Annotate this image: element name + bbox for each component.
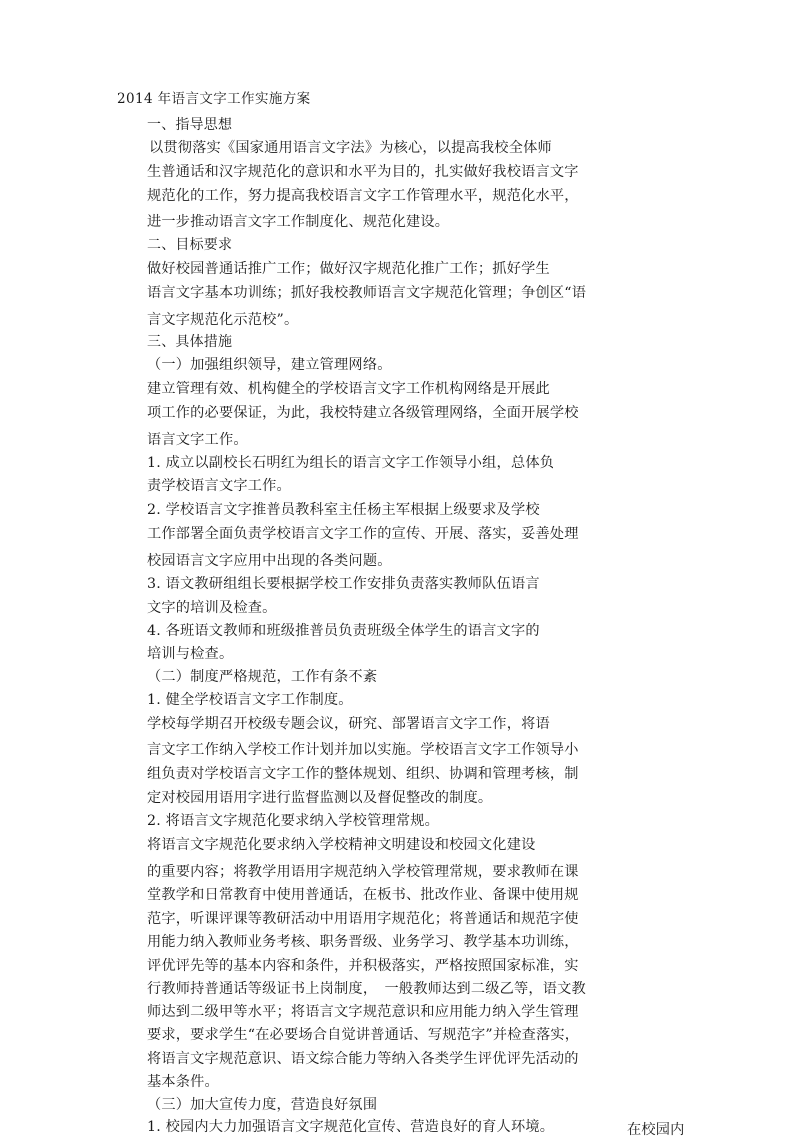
paragraph-line: 做好校园普通话推广工作；做好汉字规范化推广工作；抓好学生 — [147, 261, 550, 277]
paragraph-line: 培训与检查。 — [147, 646, 234, 662]
paragraph-line: 基本条件。 — [147, 1074, 219, 1090]
paragraph-line-fragment: 在校园内 — [627, 1122, 685, 1138]
paragraph-line: 3. 语文教研组组长要根据学校工作安排负责落实教师队伍语言 — [147, 576, 540, 592]
paragraph-line: 将语言文字规范意识、语文综合能力等纳入各类学生评优评先活动的 — [147, 1051, 579, 1067]
paragraph-line: 堂教学和日常教育中使用普通话，在板书、批改作业、备课中使用规 — [147, 887, 579, 903]
paragraph-line: 规范化的工作，努力提高我校语言文字工作管理水平，规范化水平， — [147, 188, 579, 204]
paragraph-line: 进一步推动语言文字工作制度化、规范化建设。 — [147, 214, 450, 230]
paragraph-line: 1. 健全学校语言文字工作制度。 — [147, 692, 353, 708]
section-heading: 二、目标要求 — [147, 237, 233, 253]
paragraph-line: 项工作的必要保证，为此，我校特建立各级管理网络，全面开展学校 — [147, 405, 579, 421]
subsection-heading: （一）加强组织领导，建立管理网络。 — [147, 357, 392, 373]
paragraph-line: 2. 将语言文字规范化要求纳入学校管理常规。 — [147, 813, 440, 829]
paragraph-line: 行教师持普通话等级证书上岗制度， 一般教师达到二级乙等，语文教 — [147, 981, 586, 997]
paragraph-line: 生普通话和汉字规范化的意识和水平为目的，扎实做好我校语言文字 — [147, 164, 579, 180]
paragraph-line: 师达到二级甲等水平；将语言文字规范意识和应用能力纳入学生管理 — [147, 1004, 579, 1020]
paragraph-line: 言文字工作纳入学校工作计划并加以实施。学校语言文字工作领导小 — [147, 742, 579, 758]
paragraph-line: 工作部署全面负责学校语言文字工作的宣传、开展、落实，妥善处理 — [147, 526, 579, 542]
paragraph-line: 语言文字工作。 — [147, 432, 248, 448]
subsection-heading: （二）制度严格规范，工作有条不紊 — [147, 669, 378, 685]
paragraph-line: 定对校园用语用字进行监督监测以及督促整改的制度。 — [147, 790, 493, 806]
paragraph-line: 以贯彻落实《国家通用语言文字法》为核心，以提高我校全体师 — [149, 140, 552, 156]
document-title: 2014 年语言文字工作实施方案 — [117, 91, 311, 107]
section-heading: 三、具体措施 — [147, 334, 233, 350]
paragraph-line: 学校每学期召开校级专题会议，研究、部署语言文字工作，将语 — [147, 716, 550, 732]
paragraph-line: 1. 校园内大力加强语言文字规范化宣传、营造良好的育人环境。 — [147, 1119, 555, 1135]
subsection-heading: （三）加大宣传力度，营造良好氛围 — [147, 1097, 378, 1113]
paragraph-line: 要求，要求学生“在必要场合自觉讲普通话、写规范字”并检查落实， — [147, 1027, 580, 1043]
paragraph-line: 文字的培训及检查。 — [147, 600, 277, 616]
paragraph-line: 责学校语言文字工作。 — [147, 478, 291, 494]
paragraph-line: 范字，听课评课等教研活动中用语用字规范化；将普通话和规范字使 — [147, 911, 579, 927]
paragraph-line: 建立管理有效、机构健全的学校语言文字工作机构网络是开展此 — [147, 381, 550, 397]
paragraph-line: 言文字规范化示范校”。 — [147, 312, 299, 328]
paragraph-line: 1. 成立以副校长石明红为组长的语言文字工作领导小组，总体负 — [147, 455, 555, 471]
paragraph-line: 用能力纳入教师业务考核、职务晋级、业务学习、教学基本功训练， — [147, 934, 579, 950]
paragraph-line: 2. 学校语言文字推普员教科室主任杨主军根据上级要求及学校 — [147, 502, 540, 518]
paragraph-line: 校园语言文字应用中出现的各类问题。 — [147, 553, 392, 569]
paragraph-line: 4. 各班语文教师和班级推普员负责班级全体学生的语言文字的 — [147, 623, 540, 639]
paragraph-line: 将语言文字规范化要求纳入学校精神文明建设和校园文化建设 — [147, 837, 536, 853]
section-heading: 一、指导思想 — [147, 117, 233, 133]
paragraph-line: 的重要内容；将教学用语用字规范纳入学校管理常规，要求教师在课 — [147, 864, 579, 880]
paragraph-line: 语言文字基本功训练；抓好我校教师语言文字规范化管理；争创区“语 — [147, 285, 587, 301]
paragraph-line: 评优评先等的基本内容和条件，并积极落实，严格按照国家标准，实 — [147, 958, 579, 974]
paragraph-line: 组负责对学校语言文字工作的整体规划、组织、协调和管理考核，制 — [147, 766, 579, 782]
